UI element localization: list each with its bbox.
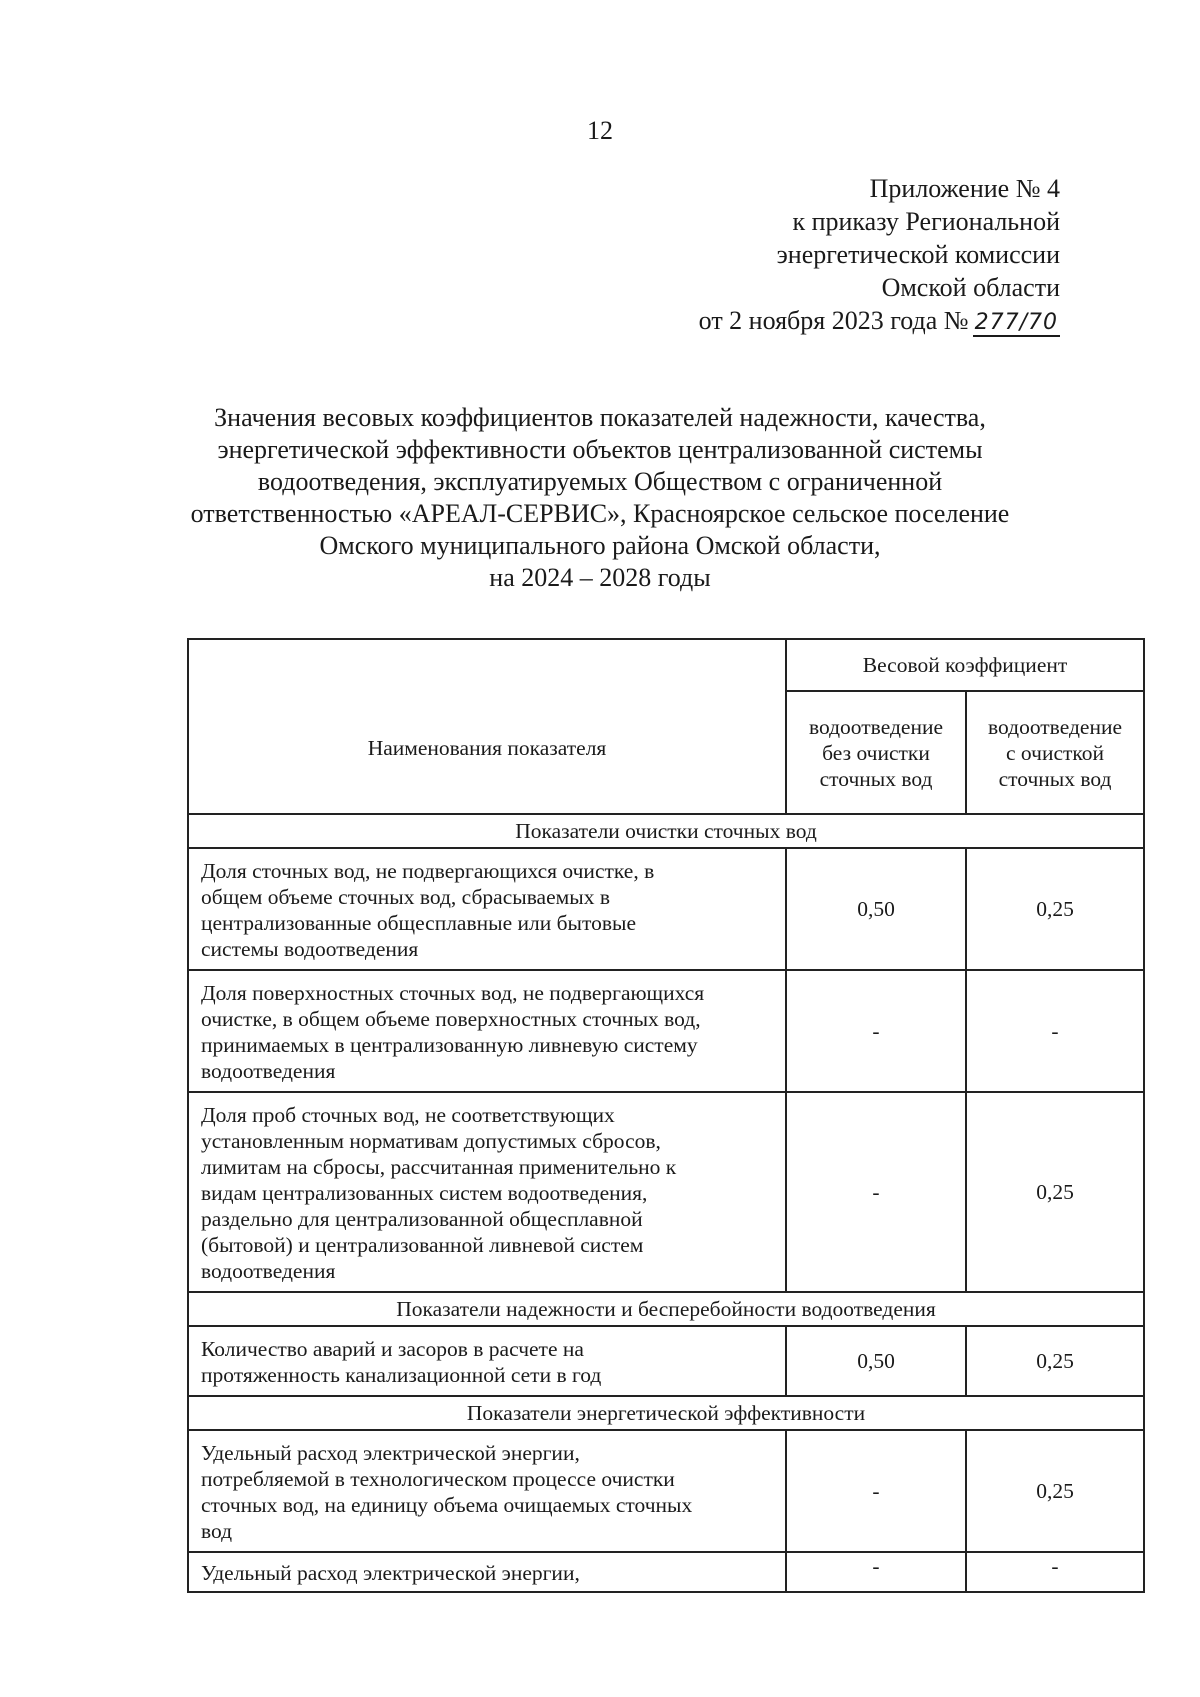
- appendix-line: Приложение № 4: [869, 174, 1060, 203]
- indicator-line: Удельный расход электрической энергии,: [201, 1441, 580, 1465]
- title-line: Омского муниципального района Омской области,: [319, 531, 881, 560]
- indicator-name: [188, 1552, 786, 1592]
- title-line: Значения весовых коэффициентов показателей надежности, качества,: [214, 403, 986, 432]
- indicator-line: протяженность канализационной сети в год: [201, 1363, 602, 1387]
- header-line: водоотведение: [988, 714, 1123, 739]
- indicator-line: Доля поверхностных сточных вод, не подвергающихся: [201, 981, 705, 1005]
- header-line: сточных вод: [819, 766, 933, 791]
- value-with-treatment: -: [966, 1552, 1144, 1592]
- value-with-treatment: 0,25: [966, 1326, 1144, 1396]
- indicator-line: раздельно для централизованной общесплавной: [201, 1207, 643, 1231]
- indicator-line: Удельный расход электрической энергии,: [201, 1561, 580, 1585]
- section-title: Показатели энергетической эффективности: [188, 1396, 1144, 1430]
- document-title: [140, 402, 1060, 594]
- header-line: сточных вод: [998, 766, 1112, 791]
- indicator-name: [188, 1092, 786, 1292]
- header-line: с очисткой: [1006, 740, 1104, 765]
- indicator-line: сточных вод, на единицу объема очищаемых сточных: [201, 1493, 693, 1517]
- appendix-date-text: от 2 ноября 2023 года №: [698, 306, 969, 335]
- indicator-line: видам централизованных систем водоотведения,: [201, 1181, 648, 1205]
- indicator-line: очистке, в общем объеме поверхностных сточных вод,: [201, 1007, 701, 1031]
- header-weight-coefficient: Весовой коэффициент: [786, 639, 1144, 691]
- appendix-block: [699, 172, 1060, 337]
- indicator-line: (бытовой) и централизованной ливневой систем: [201, 1233, 644, 1257]
- indicator-line: лимитам на сбросы, рассчитанная применительно к: [201, 1155, 677, 1179]
- title-line: ответственностью «АРЕАЛ-СЕРВИС», Красноярское сельское поселение: [190, 499, 1010, 528]
- title-line: на 2024 – 2028 годы: [489, 563, 711, 592]
- table-row: [188, 1092, 1144, 1292]
- indicator-line: вод: [201, 1519, 233, 1543]
- section-title: Показатели очистки сточных вод: [188, 814, 1144, 848]
- appendix-date-line: [699, 304, 1060, 337]
- indicator-line: Количество аварий и засоров в расчете на: [201, 1337, 584, 1361]
- indicator-line: водоотведения: [201, 1259, 336, 1283]
- value-without-treatment: 0,50: [786, 848, 966, 970]
- indicator-name: [188, 1326, 786, 1396]
- value-without-treatment: -: [786, 1552, 966, 1592]
- indicator-line: водоотведения: [201, 1059, 336, 1083]
- appendix-line: к приказу Региональной: [792, 207, 1060, 236]
- value-without-treatment: -: [786, 1092, 966, 1292]
- section-row: [188, 814, 1144, 848]
- table-row: [188, 1552, 1144, 1592]
- indicator-line: Доля сточных вод, не подвергающихся очистке, в: [201, 859, 655, 883]
- indicator-line: принимаемых в централизованную ливневую систему: [201, 1033, 698, 1057]
- value-without-treatment: -: [786, 1430, 966, 1552]
- value-with-treatment: 0,25: [966, 848, 1144, 970]
- section-row: [188, 1396, 1144, 1430]
- header-indicator-name: Наименования показателя: [188, 639, 786, 814]
- value-with-treatment: 0,25: [966, 1430, 1144, 1552]
- header-line: водоотведение: [808, 714, 943, 739]
- indicator-line: общем объеме сточных вод, сбрасываемых в: [201, 885, 610, 909]
- page-number: 12: [587, 116, 613, 145]
- table-row: [188, 970, 1144, 1092]
- indicator-name: [188, 1430, 786, 1552]
- indicator-line: установленным нормативам допустимых сбросов,: [201, 1129, 661, 1153]
- value-with-treatment: -: [966, 970, 1144, 1092]
- table-row: [188, 1326, 1144, 1396]
- indicator-line: Доля проб сточных вод, не соответствующих: [201, 1103, 615, 1127]
- value-without-treatment: -: [786, 970, 966, 1092]
- handwritten-order-number: 277/70: [974, 310, 1058, 335]
- table-row: [188, 848, 1144, 970]
- indicator-line: централизованные общесплавные или бытовые: [201, 911, 636, 935]
- value-without-treatment: 0,50: [786, 1326, 966, 1396]
- appendix-line: Омской области: [881, 273, 1060, 302]
- table-row: [188, 1430, 1144, 1552]
- appendix-line: энергетической комиссии: [776, 240, 1060, 269]
- header-line: без очистки: [822, 740, 930, 765]
- section-title: Показатели надежности и бесперебойности водоотведения: [188, 1292, 1144, 1326]
- indicator-line: системы водоотведения: [201, 937, 419, 961]
- indicator-name: [188, 970, 786, 1092]
- title-line: водоотведения, эксплуатируемых Обществом с ограниченной: [257, 467, 943, 496]
- title-line: энергетической эффективности объектов централизованной системы: [217, 435, 983, 464]
- value-with-treatment: 0,25: [966, 1092, 1144, 1292]
- weights-table: [187, 638, 1145, 1593]
- header-with-treatment: [966, 691, 1144, 814]
- section-row: [188, 1292, 1144, 1326]
- header-without-treatment: [786, 691, 966, 814]
- indicator-line: потребляемой в технологическом процессе очистки: [201, 1467, 675, 1491]
- indicator-name: [188, 848, 786, 970]
